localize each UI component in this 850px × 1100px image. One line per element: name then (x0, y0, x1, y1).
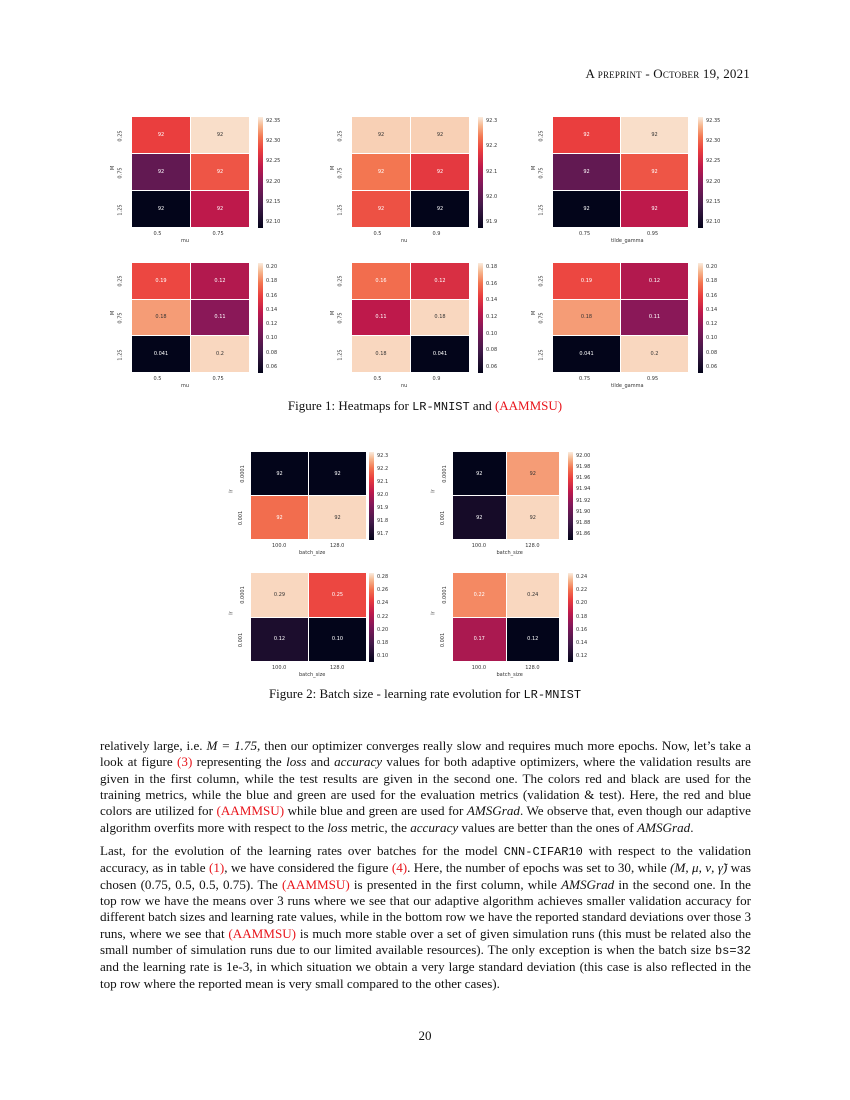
heatmap-cell: 92 (453, 496, 506, 539)
x-axis-label: batch_size (299, 550, 326, 556)
y-axis-label: M (330, 310, 337, 316)
heatmap-cell: 0.18 (352, 336, 410, 372)
figure-2-caption (0, 686, 850, 702)
colorbar (568, 452, 573, 540)
caption-code: LR-MNIST (523, 688, 582, 702)
heatmap-cell: 0.24 (507, 573, 560, 617)
colorbar-tick-label: 91.88 (576, 519, 591, 526)
colorbar-tick-label: 92.1 (486, 168, 498, 175)
heatmap-cell: 92 (411, 154, 469, 190)
colorbar-tick-label: 0.10 (266, 335, 278, 342)
heatmap-cell: 92 (453, 452, 506, 495)
x-axis-label: nu (401, 238, 408, 244)
colorbar-tick-label: 91.98 (576, 464, 591, 471)
x-tick-label: 0.75 (212, 376, 224, 382)
x-axis-label: batch_size (496, 672, 523, 678)
y-tick-label: 1.25 (538, 203, 545, 216)
colorbar-tick-label: 91.96 (576, 475, 591, 482)
colorbar (478, 117, 483, 228)
colorbar-tick-label: 92.15 (266, 198, 281, 205)
y-axis-label: lr (228, 489, 235, 493)
x-tick-label: 100.0 (272, 665, 287, 671)
colorbar-tick-label: 92.25 (266, 158, 281, 165)
heatmap-cell: 92 (191, 117, 249, 153)
colorbar-tick-label: 92.0 (486, 193, 498, 200)
heatmap-cell: 0.12 (507, 618, 560, 662)
x-tick-label: 128.0 (330, 665, 345, 671)
heatmap-cell: 92 (553, 191, 620, 227)
colorbar-tick-label: 0.12 (706, 321, 718, 328)
x-axis-label: mu (181, 383, 190, 389)
colorbar-tick-label: 91.90 (576, 508, 591, 515)
heatmap-cell: 0.041 (553, 336, 620, 372)
colorbar-tick-label: 92.30 (266, 138, 281, 145)
colorbar (698, 117, 703, 228)
y-tick-label: 0.75 (117, 312, 124, 324)
colorbar-tick-label: 0.14 (576, 639, 588, 646)
y-tick-label: 0.25 (538, 275, 545, 287)
colorbar-tick-label: 91.92 (576, 497, 591, 504)
y-tick-label: 0.75 (538, 166, 545, 179)
y-tick-label: 0.75 (117, 166, 124, 179)
body-text (100, 738, 751, 999)
y-tick-label: 0.0001 (239, 465, 246, 483)
colorbar-tick-label: 0.12 (576, 653, 588, 659)
heatmap-cell: 0.041 (411, 336, 469, 372)
heatmap-cell: 0.17 (453, 618, 506, 662)
colorbar-tick-label: 91.9 (486, 219, 498, 225)
colorbar-tick-label: 92.1 (377, 479, 389, 485)
colorbar-tick-label: 0.20 (706, 264, 718, 270)
colorbar-tick-label: 0.26 (377, 587, 389, 594)
heatmap-cell: 0.16 (352, 263, 410, 299)
colorbar-tick-label: 0.16 (706, 292, 718, 299)
y-tick-label: 0.25 (337, 129, 344, 142)
colorbar (369, 573, 374, 662)
heatmap-cell: 0.12 (251, 618, 308, 662)
heatmap-cell: 0.25 (309, 573, 366, 617)
x-tick-label: 0.9 (432, 231, 441, 237)
colorbar-tick-label: 91.94 (576, 486, 591, 493)
heatmap-cell: 0.11 (352, 300, 410, 336)
x-tick-label: 0.5 (373, 231, 382, 237)
heatmap-cell: 92 (251, 452, 308, 495)
colorbar-tick-label: 0.16 (266, 292, 278, 299)
colorbar-tick-label: 0.10 (486, 330, 498, 337)
heatmap-cell: 92 (411, 191, 469, 227)
y-axis-label: lr (228, 610, 235, 615)
x-axis-label: batch_size (299, 672, 326, 678)
colorbar-tick-label: 0.10 (377, 653, 389, 659)
heatmap-cell: 92 (191, 191, 249, 227)
colorbar-tick-label: 0.16 (486, 280, 498, 287)
y-tick-label: 0.75 (538, 312, 545, 324)
heatmap-cell: 92 (621, 117, 688, 153)
colorbar (258, 263, 263, 373)
figure-ref-link[interactable]: (3) (177, 754, 193, 770)
colorbar-tick-label: 92.2 (486, 143, 498, 150)
colorbar-tick-label: 0.12 (266, 321, 278, 328)
heatmap-cell: 0.11 (621, 300, 688, 336)
y-tick-label: 0.0001 (441, 465, 448, 483)
x-tick-label: 0.5 (153, 376, 162, 382)
colorbar-tick-label: 0.18 (377, 639, 389, 646)
colorbar-tick-label: 0.08 (486, 347, 498, 354)
heatmap-cell: 92 (352, 117, 410, 153)
heatmap-cell: 0.11 (191, 300, 249, 336)
y-tick-label: 1.25 (117, 349, 124, 361)
colorbar-tick-label: 0.18 (576, 613, 588, 620)
y-tick-label: 0.0001 (239, 586, 246, 604)
table-ref-link[interactable]: (1) (209, 860, 225, 876)
heatmap-cell: 92 (411, 117, 469, 153)
y-axis-label: M (531, 310, 538, 316)
x-axis-label: mu (181, 238, 190, 244)
colorbar-tick-label: 0.06 (706, 364, 718, 370)
y-tick-label: 0.25 (337, 275, 344, 287)
heatmap-cell: 0.22 (453, 573, 506, 617)
y-tick-label: 1.25 (337, 203, 344, 216)
colorbar-tick-label: 0.14 (486, 297, 498, 304)
colorbar-tick-label: 0.24 (377, 600, 389, 607)
heatmap-cell: 0.29 (251, 573, 308, 617)
figure-1-caption (0, 398, 850, 414)
heatmap-cell: 0.18 (411, 300, 469, 336)
colorbar-tick-label: 92.3 (486, 118, 498, 124)
x-tick-label: 128.0 (525, 665, 540, 671)
colorbar-tick-label: 92.3 (377, 453, 389, 459)
colorbar-tick-label: 91.7 (377, 531, 389, 537)
colorbar-tick-label: 92.25 (706, 158, 721, 165)
colorbar-tick-label: 0.20 (266, 264, 278, 270)
heatmap-cell: 92 (132, 154, 190, 190)
colorbar-tick-label: 0.06 (266, 364, 278, 370)
colorbar-tick-label: 91.86 (576, 531, 591, 537)
colorbar-tick-label: 0.14 (706, 306, 718, 313)
heatmap-cell: 92 (191, 154, 249, 190)
colorbar-tick-label: 0.16 (576, 626, 588, 633)
y-tick-label: 0.001 (440, 632, 447, 647)
heatmap-cell: 0.10 (309, 618, 366, 662)
x-tick-label: 0.5 (373, 376, 382, 382)
y-tick-label: 0.75 (337, 166, 344, 179)
x-axis-label: nu (401, 383, 408, 389)
heatmap-cell: 92 (251, 496, 308, 539)
caption-text: Figure 2: Batch size - learning rate evolution for (268, 686, 524, 701)
heatmap-cell: 0.2 (621, 336, 688, 372)
colorbar-tick-label: 91.9 (377, 505, 389, 511)
colorbar-tick-label: 92.10 (706, 219, 721, 225)
x-tick-label: 0.75 (579, 376, 591, 382)
y-tick-label: 0.25 (117, 275, 124, 287)
heatmap-cell: 92 (621, 191, 688, 227)
heatmap-cell: 92 (352, 191, 410, 227)
y-axis-label: M (531, 165, 538, 170)
x-tick-label: 128.0 (525, 543, 540, 549)
heatmap-cell: 92 (132, 191, 190, 227)
heatmap-cell: 92 (132, 117, 190, 153)
colorbar-tick-label: 91.8 (377, 518, 389, 524)
y-axis-label: M (110, 310, 117, 316)
colorbar-tick-label: 92.00 (576, 453, 591, 459)
colorbar-tick-label: 92.30 (706, 138, 721, 145)
colorbar-tick-label: 92.0 (377, 492, 389, 498)
page-number: 20 (418, 1028, 432, 1043)
colorbar-tick-label: 92.2 (377, 466, 389, 472)
colorbar-tick-label: 0.22 (377, 613, 389, 620)
colorbar-tick-label: 0.24 (576, 574, 588, 580)
figure-ref-link[interactable]: (4) (391, 860, 408, 876)
x-axis-label: batch_size (496, 550, 523, 556)
heatmap-cell: 0.12 (411, 263, 469, 299)
colorbar-tick-label: 0.10 (706, 335, 718, 342)
colorbar-tick-label: 92.20 (266, 178, 281, 185)
colorbar-tick-label: 92.15 (706, 198, 721, 205)
colorbar-tick-label: 0.20 (377, 626, 389, 633)
paragraph: relatively large, i.e. M = 1.75, then our optimizer converges really slow and requires much more epochs. Now, let’s take a look at figure (3) representing the loss and accuracy values for both adaptive optimizers, where the validation results are given in the first column, while the test results are given in the second one. The colors red and black are used for the training metrics, while the blue and green are used for the evaluation metrics (validation & test). Here, the red and blue colors are utilized for (AAMMSU) while blue and green are used for AMSGrad. We observe that, even though our adaptive algorithm overfits more with respect to the loss metric, the accuracy values are better than the ones of AMSGrad. (100, 738, 751, 835)
citation-link[interactable]: (AAMMSU) (282, 876, 350, 892)
citation-link[interactable]: (AAMMSU) (228, 925, 297, 941)
y-axis-label: lr (430, 489, 437, 493)
colorbar-tick-label: 0.12 (486, 314, 498, 320)
colorbar-tick-label: 0.08 (266, 349, 278, 356)
heatmap-cell: 0.041 (132, 336, 190, 372)
colorbar-tick-label: 92.10 (266, 219, 281, 225)
x-tick-label: 0.9 (432, 376, 441, 382)
heatmap-cell: 92 (553, 117, 620, 153)
x-tick-label: 0.75 (579, 231, 591, 237)
y-tick-label: 0.75 (337, 312, 344, 324)
caption-code: LR-MNIST (412, 400, 470, 414)
x-tick-label: 100.0 (471, 665, 487, 671)
caption-text: and (469, 398, 495, 413)
colorbar-tick-label: 0.20 (576, 600, 588, 607)
colorbar (258, 117, 263, 228)
citation-link[interactable]: (AAMMSU) (494, 398, 563, 413)
heatmap-cell: 92 (309, 452, 366, 495)
heatmap-cell: 0.12 (621, 263, 688, 299)
colorbar-tick-label: 92.35 (266, 118, 281, 124)
heatmap-cell: 0.19 (553, 263, 620, 299)
heatmap-cell: 0.12 (191, 263, 249, 299)
colorbar (478, 263, 483, 373)
y-tick-label: 1.25 (117, 203, 124, 216)
colorbar (568, 573, 573, 662)
colorbar-tick-label: 92.20 (706, 178, 721, 185)
heatmap-cell: 0.18 (553, 300, 620, 336)
y-tick-label: 0.001 (238, 510, 245, 526)
y-tick-label: 0.001 (440, 510, 447, 526)
paragraph: Last, for the evolution of the learning rates over batches for the model CNN-CIFAR10 with respect to the validation accuracy, as in table (1), we have considered the figure (4). Here, the number of epochs was set to 30, while (M, μ, ν, γ̃) was chosen (0.75, 0.5, 0.5, 0.75). The (AAMMSU) is presented in the first column, while AMSGrad in the second one. In the top row we have the means over 3 runs where we see that our adaptive algorithm achieves smaller validation accuracy for different batch sizes and learning rate values, while in the bottom row we have the reported standard deviations over those 3 runs, where we see that (AAMMSU) is much more stable over a set of given simulation runs (this must be related also the small number of simulation runs due to our limited available resources). The only exception is when the batch size bs=32 and the learning rate is 1e-3, in which situation we obtain a very large standard deviation (this case is also reflected in the top row where the reported mean is very small compared to the other cases). (100, 843, 752, 991)
heatmap-cell: 92 (352, 154, 410, 190)
y-axis-label: M (330, 165, 337, 170)
x-tick-label: 0.75 (212, 231, 224, 237)
y-tick-label: 0.25 (538, 129, 545, 142)
heatmap-cell: 92 (507, 496, 560, 539)
citation-link[interactable]: (AAMMSU) (216, 803, 285, 819)
y-tick-label: 0.0001 (441, 586, 448, 604)
colorbar-tick-label: 0.28 (377, 574, 389, 580)
y-axis-label: M (110, 165, 117, 170)
y-tick-label: 0.25 (117, 129, 124, 142)
heatmap-cell: 92 (553, 154, 620, 190)
colorbar (698, 263, 703, 373)
y-tick-label: 1.25 (337, 349, 344, 361)
x-tick-label: 100.0 (272, 543, 287, 549)
heatmap-cell: 0.19 (132, 263, 190, 299)
y-axis-label: lr (430, 610, 437, 615)
x-tick-label: 0.5 (153, 231, 162, 237)
heatmap-cell: 0.2 (191, 336, 249, 372)
running-header: A preprint - October 19, 2021 (585, 66, 750, 81)
colorbar-tick-label: 0.14 (266, 306, 278, 313)
heatmap-cell: 92 (507, 452, 560, 495)
x-tick-label: 128.0 (330, 543, 345, 549)
y-tick-label: 1.25 (538, 349, 545, 361)
colorbar (369, 452, 374, 540)
colorbar-tick-label: 0.08 (706, 349, 718, 356)
heatmap-cell: 0.18 (132, 300, 190, 336)
heatmap-cell: 92 (621, 154, 688, 190)
colorbar-tick-label: 0.18 (706, 278, 718, 285)
x-tick-label: 100.0 (471, 543, 487, 549)
colorbar-tick-label: 0.18 (486, 264, 498, 270)
colorbar-tick-label: 0.18 (266, 278, 278, 285)
x-axis-label: tilde_gamma (611, 238, 644, 244)
x-tick-label: 0.95 (647, 376, 659, 382)
x-axis-label: tilde_gamma (611, 383, 644, 389)
colorbar-tick-label: 92.35 (706, 118, 721, 124)
x-tick-label: 0.95 (647, 231, 659, 237)
y-tick-label: 0.001 (238, 632, 245, 647)
colorbar-tick-label: 0.06 (486, 364, 498, 370)
caption-text: Figure 1: Heatmaps for (287, 398, 413, 413)
heatmap-cell: 92 (309, 496, 366, 539)
colorbar-tick-label: 0.22 (576, 587, 588, 594)
